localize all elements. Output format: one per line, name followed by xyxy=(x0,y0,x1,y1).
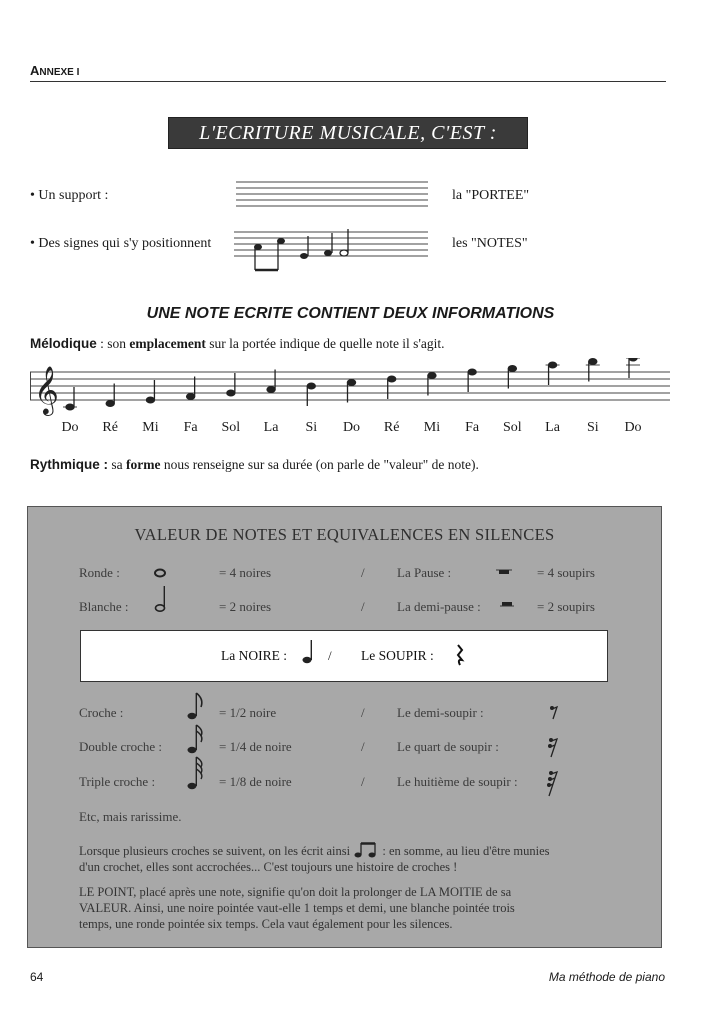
etc-note: Etc, mais rarissime. xyxy=(79,809,182,824)
demi-pause-equiv: = 2 soupirs xyxy=(537,599,595,614)
note-values-panel xyxy=(27,506,662,948)
note-name: Si xyxy=(586,420,599,435)
quarter-note-icon xyxy=(301,639,315,665)
note-name: Do xyxy=(342,420,361,435)
bullet-support: • Un support : xyxy=(30,188,109,203)
page-number: 64 xyxy=(30,970,44,984)
note-head xyxy=(428,373,436,379)
pause-rest-icon xyxy=(496,569,512,577)
bullet-signes: • Des signes qui s'y positionnent xyxy=(30,236,212,251)
quart-soupir-label: Le quart de soupir : xyxy=(397,739,499,754)
eighth-rest-icon xyxy=(549,705,559,721)
note-head xyxy=(307,383,315,389)
noire-separator: / xyxy=(328,648,332,663)
blanche-label: Blanche : xyxy=(79,599,129,614)
double-croche-separator: / xyxy=(361,739,365,754)
ronde-separator: / xyxy=(361,565,365,580)
note-head xyxy=(508,366,516,372)
note-head xyxy=(227,390,235,396)
eighth-note-icon xyxy=(186,691,208,721)
croche-label: Croche : xyxy=(79,705,124,720)
note-head xyxy=(66,404,74,410)
portee-label: la "PORTEE" xyxy=(452,188,530,203)
scale-staff xyxy=(30,358,670,418)
page-title: L'ECRITURE MUSICALE, C'EST : xyxy=(199,121,497,144)
triple-croche-label: Triple croche : xyxy=(79,774,156,789)
note-name: Si xyxy=(305,420,318,435)
empty-staff xyxy=(236,180,428,210)
section-label: ANNEXE I xyxy=(30,63,80,78)
blanche-equiv: = 2 noires xyxy=(219,599,272,614)
note-name: Fa xyxy=(465,420,480,435)
beamed-paragraph: Lorsque plusieurs croches se suivent, on les écrit ainsi : en somme, au lieu d'être munies d'un crochet, elles sont accrochées... C'est toujours une histoire de croches ! xyxy=(79,844,550,874)
note-head xyxy=(267,387,275,393)
rythmique-label: Rythmique : xyxy=(30,457,109,472)
note-head xyxy=(629,358,637,361)
book-title: Ma méthode de piano xyxy=(548,970,665,984)
note-name: La xyxy=(545,420,560,435)
melodique-label: Mélodique xyxy=(30,336,97,351)
thirty-second-rest-icon xyxy=(545,770,559,798)
demi-soupir-label: Le demi-soupir : xyxy=(397,705,484,720)
noire-label: La NOIRE : xyxy=(221,648,287,663)
noire-soupir-box xyxy=(80,630,608,682)
notes-label: les "NOTES" xyxy=(452,236,528,251)
note-name: Ré xyxy=(383,420,400,435)
demi-pause-label: La demi-pause : xyxy=(397,599,481,614)
section-heading: UNE NOTE ECRITE CONTIENT DEUX INFORMATIONS xyxy=(146,305,555,322)
soupir-label: Le SOUPIR : xyxy=(361,648,434,663)
note-name: Ré xyxy=(102,420,118,435)
rythmique-line: Rythmique : sa forme nous renseigne sur sa durée (on parle de "valeur" de note). xyxy=(30,457,479,472)
croche-equiv: = 1/2 noire xyxy=(219,705,277,720)
croche-separator: / xyxy=(361,705,365,720)
header-rule xyxy=(30,81,666,82)
triple-croche-separator: / xyxy=(361,774,365,789)
note-name: La xyxy=(263,420,279,435)
triple-croche-equiv: = 1/8 de noire xyxy=(219,774,292,789)
note-name: Mi xyxy=(142,420,159,435)
thirty-second-note-icon xyxy=(186,755,208,791)
ronde-equiv: = 4 noires xyxy=(219,565,272,580)
demi-pause-rest-icon xyxy=(500,601,514,609)
note-name: Do xyxy=(624,420,642,435)
note-head xyxy=(468,369,476,375)
note-head xyxy=(146,397,154,403)
quarter-rest-icon xyxy=(455,644,465,666)
page-title-box xyxy=(168,117,528,149)
note-head xyxy=(589,359,597,365)
note-head xyxy=(388,376,396,382)
treble-clef-icon: 𝄞 xyxy=(34,365,59,414)
note-head xyxy=(106,401,114,407)
pause-equiv: = 4 soupirs xyxy=(537,565,595,580)
note-name: Sol xyxy=(221,420,241,435)
double-croche-equiv: = 1/4 de noire xyxy=(219,739,292,754)
sixteenth-rest-icon xyxy=(547,737,559,759)
note-name: Fa xyxy=(183,420,198,435)
staff-with-notes xyxy=(234,226,428,274)
half-note-icon xyxy=(154,585,170,613)
note-head xyxy=(186,394,194,400)
whole-note-icon xyxy=(152,567,168,579)
pause-label: La Pause : xyxy=(397,565,452,580)
blanche-separator: / xyxy=(361,599,365,614)
melodique-line: Mélodique : son emplacement sur la portée indique de quelle note il s'agit. xyxy=(30,336,445,351)
note-head xyxy=(347,380,355,386)
sixteenth-note-icon xyxy=(186,723,208,755)
panel-title: VALEUR DE NOTES ET EQUIVALENCES EN SILENCES xyxy=(134,525,555,544)
double-croche-label: Double croche : xyxy=(79,739,163,754)
beamed-eighths-icon xyxy=(353,842,379,858)
section-label-text: NNEXE I xyxy=(39,67,80,78)
note-name: Do xyxy=(61,420,79,435)
note-name: Mi xyxy=(423,420,441,435)
ronde-label: Ronde : xyxy=(79,565,120,580)
dot-paragraph: LE POINT, placé après une note, signifie qu'on doit la prolonger de LA MOITIE de sa VALEUR. Ainsi, une noire pointée vaut-elle 1 temps et demi, une blanche pointée trois temps, une ronde pointée six temps. Cela vaut également pour les silences. xyxy=(79,885,515,931)
huitieme-soupir-label: Le huitième de soupir : xyxy=(397,774,518,789)
note-head xyxy=(548,362,556,368)
note-name: Sol xyxy=(503,420,522,435)
